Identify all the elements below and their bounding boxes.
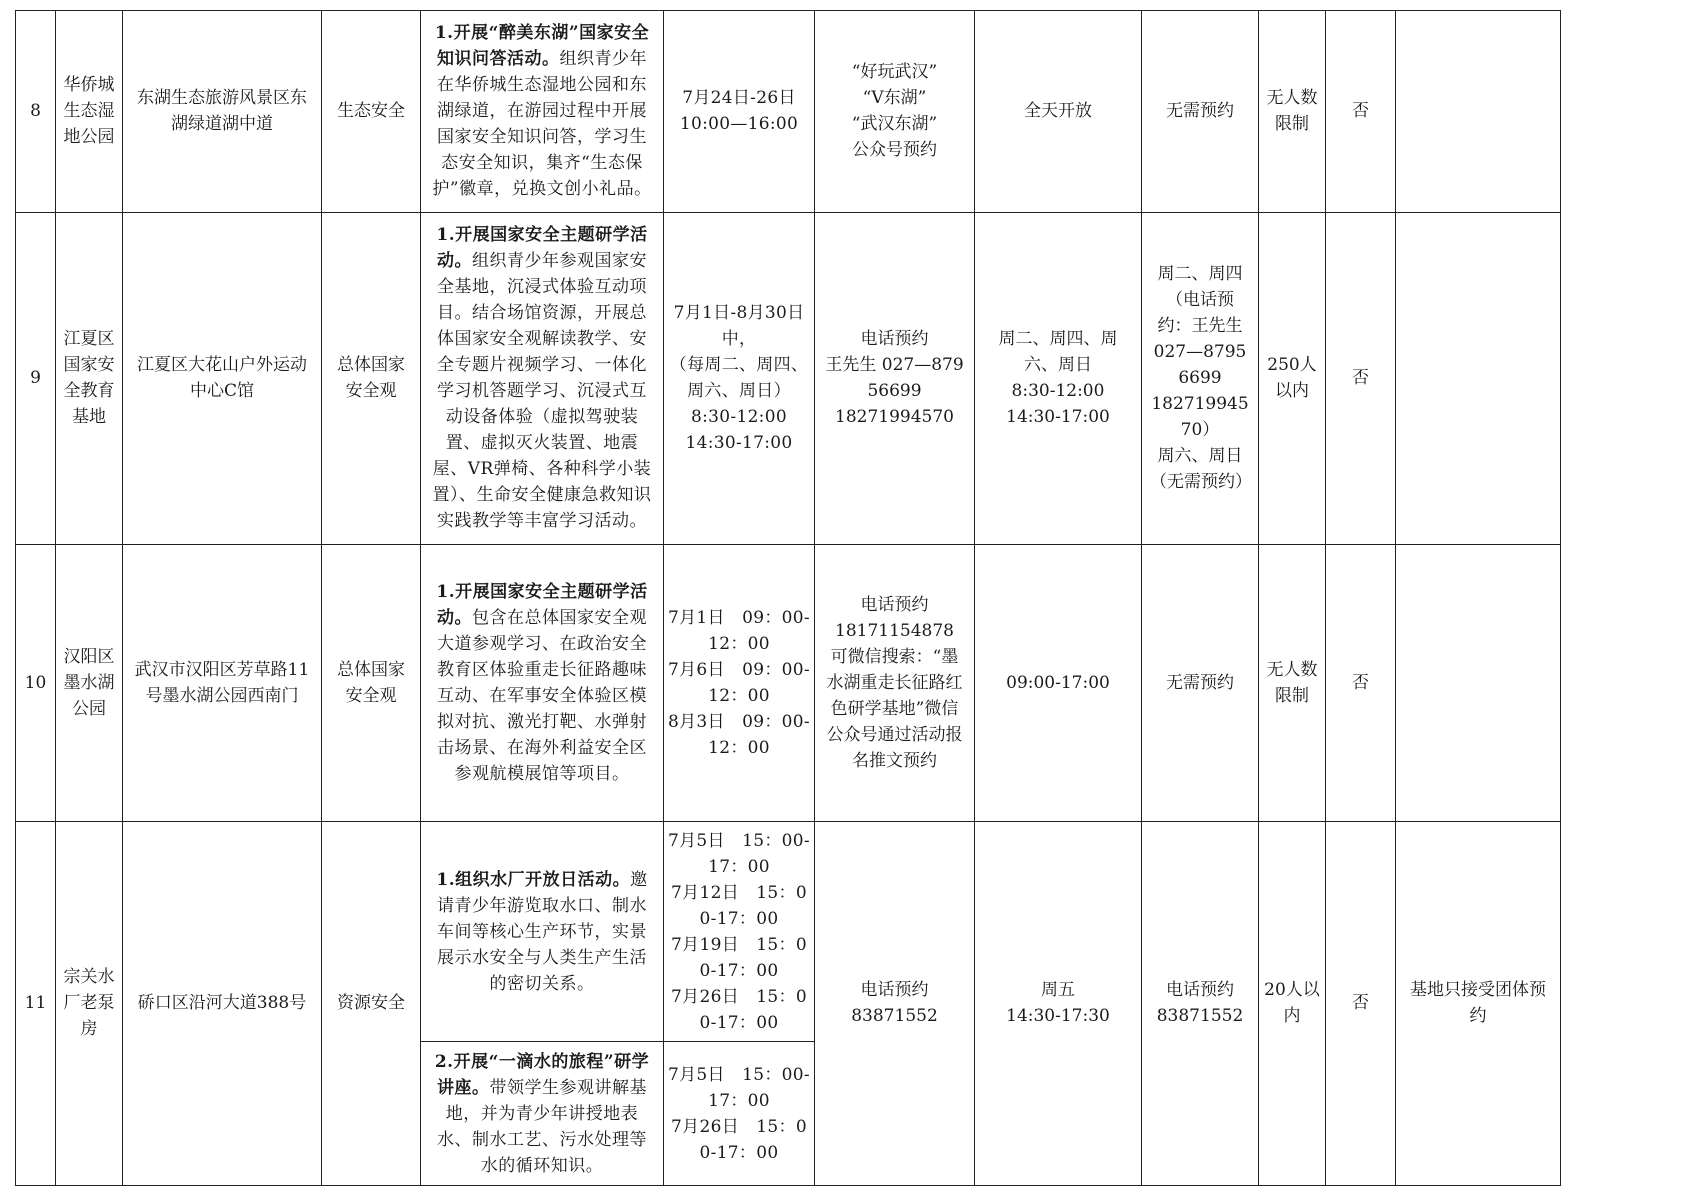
booking-method: 电话预约 83871552 xyxy=(815,821,975,1185)
reservation-requirement: 无需预约 xyxy=(1142,11,1259,213)
venue-address: 硚口区沿河大道388号 xyxy=(123,821,322,1185)
activity-time: 7月1日 09：00-12：00 7月6日 09：00-12：00 8月3日 09：00-12：00 xyxy=(664,544,815,821)
booking-method: “好玩武汉” “V东湖” “武汉东湖” 公众号预约 xyxy=(815,11,975,213)
safety-theme: 总体国家安全观 xyxy=(322,544,421,821)
safety-theme: 资源安全 xyxy=(322,821,421,1185)
activity-description: 邀请青少年游览取水口、制水车间等核心生产环节，实景展示水安全与人类生产生活的密切关系。 xyxy=(437,869,648,994)
activity-title: 1.组织水厂开放日活动。 xyxy=(436,869,631,890)
safety-theme: 总体国家安全观 xyxy=(322,212,421,544)
schedule-page xyxy=(15,10,1546,1186)
venue-name: 华侨城生态湿地公园 xyxy=(56,11,123,213)
remark xyxy=(1396,544,1561,821)
activity-description: 组织青少年参观国家安全基地，沉浸式体验互动项目。结合场馆资源，开展总体国家安全观解读教学、安全专题片视频学习、一体化学习机答题学习、沉浸式互动设备体验（虚拟驾驶装置、虚拟灭火装置、地震屋、VR弹椅、各种科学小装置）、生命安全健康急救知识实践教学等丰富学习活动。 xyxy=(432,251,652,532)
table-row xyxy=(16,821,1561,1041)
opening-hours: 09:00-17:00 xyxy=(975,544,1142,821)
venue-name: 宗关水厂老泵房 xyxy=(56,821,123,1185)
reservation-requirement: 周二、周四 （电话预约：王先生 027—87956699 18271994570） 周六、周日 （无需预约） xyxy=(1142,212,1259,544)
activity-description: 组织青少年在华侨城生态湿地公园和东湖绿道，在游园过程中开展国家安全知识问答，学习生态安全知识，集齐“生态保护”徽章，兑换文创小礼品。 xyxy=(432,49,652,200)
paid-flag: 否 xyxy=(1326,11,1396,213)
venue-name: 汉阳区墨水湖公园 xyxy=(56,544,123,821)
capacity-limit: 无人数限制 xyxy=(1259,11,1326,213)
activity-title: 1.开展“醉美东湖”国家安全知识问答活动。 xyxy=(434,23,650,70)
opening-hours: 全天开放 xyxy=(975,11,1142,213)
row-number: 8 xyxy=(16,11,56,213)
activity-description: 包含在总体国家安全观大道参观学习、在政治安全教育区体验重走长征路趣味互动、在军事安全体验区模拟对抗、激光打靶、水弹射击场景、在海外利益安全区参观航模展馆等项目。 xyxy=(437,607,647,784)
booking-method: 电话预约 18171154878 可微信搜索：“墨水湖重走长征路红色研学基地”微信公众号通过活动报名推文预约 xyxy=(815,544,975,821)
safety-theme: 生态安全 xyxy=(322,11,421,213)
activity-title: 1.开展国家安全主题研学活动。 xyxy=(436,225,648,272)
activity-content xyxy=(421,544,664,821)
activity-content xyxy=(421,1042,664,1186)
venue-address: 东湖生态旅游风景区东湖绿道湖中道 xyxy=(123,11,322,213)
row-number: 11 xyxy=(16,821,56,1185)
activity-title: 2.开展“一滴水的旅程”研学讲座。 xyxy=(434,1051,650,1098)
opening-hours: 周二、周四、周六、周日 8:30-12:00 14:30-17:00 xyxy=(975,212,1142,544)
remark: 基地只接受团体预约 xyxy=(1396,821,1561,1185)
remark xyxy=(1396,212,1561,544)
venue-name: 江夏区国家安全教育基地 xyxy=(56,212,123,544)
activity-schedule-table xyxy=(15,10,1561,1186)
activity-title: 1.开展国家安全主题研学活动。 xyxy=(436,581,648,628)
activity-description: 带领学生参观讲解基地，并为青少年讲授地表水、制水工艺、污水处理等水的循环知识。 xyxy=(437,1077,647,1176)
row-number: 10 xyxy=(16,544,56,821)
row-number: 9 xyxy=(16,212,56,544)
activity-content xyxy=(421,821,664,1041)
activity-content xyxy=(421,11,664,213)
remark xyxy=(1396,11,1561,213)
venue-address: 江夏区大花山户外运动中心C馆 xyxy=(123,212,322,544)
paid-flag: 否 xyxy=(1326,544,1396,821)
activity-time: 7月5日 15：00-17：00 7月26日 15：00-17：00 xyxy=(664,1042,815,1186)
venue-address: 武汉市汉阳区芳草路11号墨水湖公园西南门 xyxy=(123,544,322,821)
booking-method: 电话预约 王先生 027—87956699 18271994570 xyxy=(815,212,975,544)
reservation-requirement: 无需预约 xyxy=(1142,544,1259,821)
table-row xyxy=(16,544,1561,821)
opening-hours: 周五 14:30-17:30 xyxy=(975,821,1142,1185)
table-row xyxy=(16,11,1561,213)
capacity-limit: 无人数限制 xyxy=(1259,544,1326,821)
activity-time: 7月24日-26日 10:00—16:00 xyxy=(664,11,815,213)
reservation-requirement: 电话预约 83871552 xyxy=(1142,821,1259,1185)
table-row xyxy=(16,212,1561,544)
activity-time: 7月5日 15：00-17：00 7月12日 15：00-17：00 7月19日 15：00-17：00 7月26日 15：00-17：00 xyxy=(664,821,815,1041)
capacity-limit: 20人以内 xyxy=(1259,821,1326,1185)
activity-content xyxy=(421,212,664,544)
paid-flag: 否 xyxy=(1326,821,1396,1185)
paid-flag: 否 xyxy=(1326,212,1396,544)
activity-time: 7月1日-8月30日中， （每周二、周四、周六、周日） 8:30-12:00 14:30-17:00 xyxy=(664,212,815,544)
capacity-limit: 250人以内 xyxy=(1259,212,1326,544)
